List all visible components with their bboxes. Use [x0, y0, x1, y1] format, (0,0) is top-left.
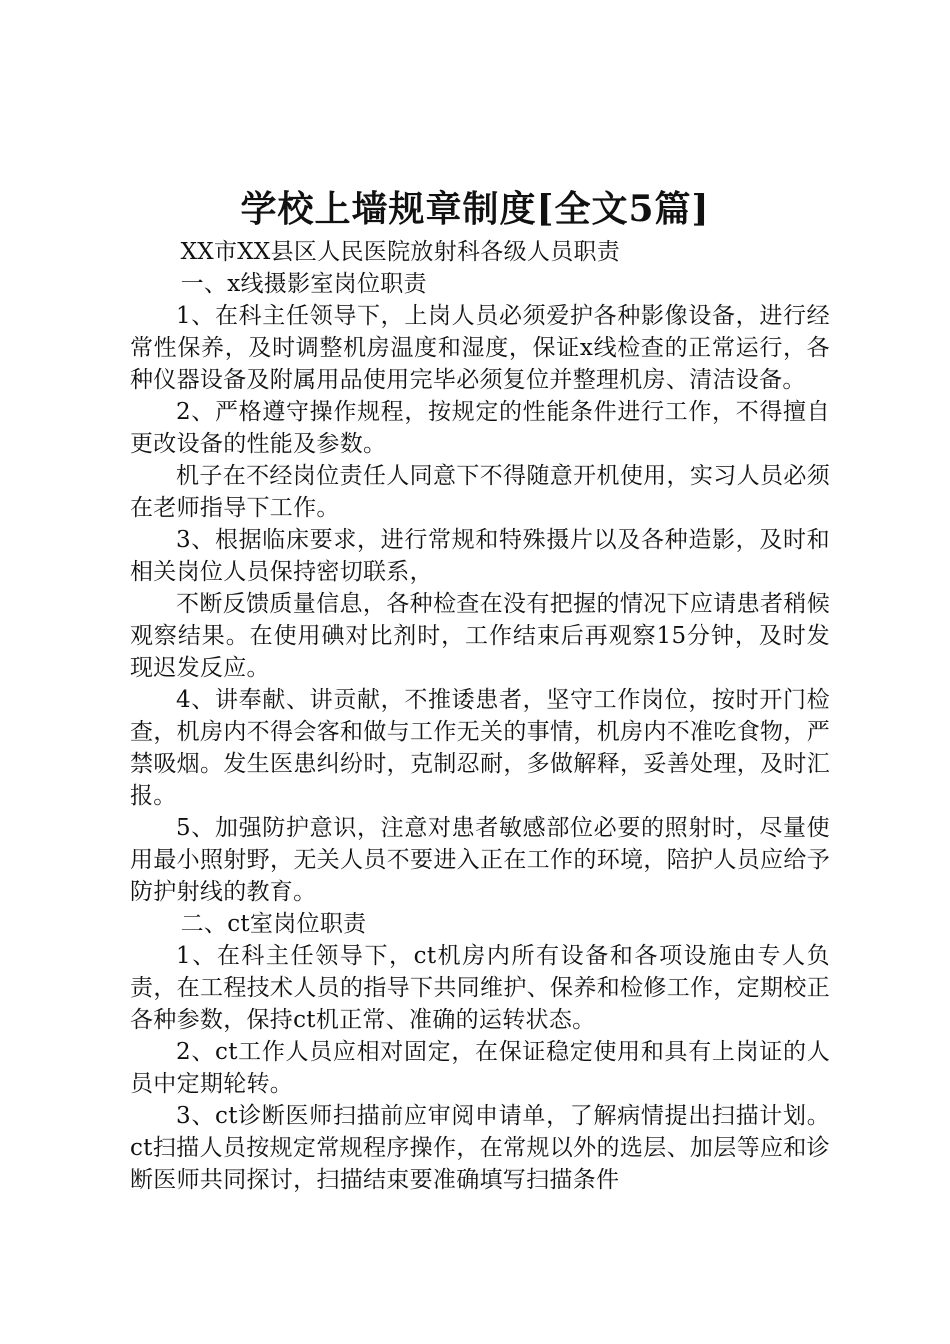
- paragraph-ct-2: 2、ct工作人员应相对固定，在保证稳定使用和具有上岗证的人员中定期轮转。: [130, 1039, 830, 1097]
- document-title: 学校上墙规章制度[全文5篇]: [240, 188, 710, 230]
- section-heading-xray: 一、x线摄影室岗位职责: [180, 271, 427, 297]
- paragraph-xray-machine: 机子在不经岗位责任人同意下不得随意开机使用，实习人员必须在老师指导下工作。: [130, 463, 830, 521]
- paragraph-xray-feedback: 不断反馈质量信息，各种检查在没有把握的情况下应请患者稍候观察结果。在使用碘对比剂时，工作结束后再观察15分钟，及时发现迟发反应。: [130, 591, 830, 681]
- paragraph-hospital-heading: XX市XX县区人民医院放射科各级人员职责: [180, 239, 621, 265]
- document-body: [130, 236, 830, 1196]
- paragraph-xray-4: 4、讲奉献、讲贡献，不推诿患者，坚守工作岗位，按时开门检查，机房内不得会客和做与工作无关的事情，机房内不准吃食物，严禁吸烟。发生医患纠纷时，克制忍耐，多做解释，妥善处理，及时汇报。: [130, 687, 830, 809]
- paragraph-ct-3: 3、ct诊断医师扫描前应审阅申请单，了解病情提出扫描计划。ct扫描人员按规定常规程序操作，在常规以外的选层、加层等应和诊断医师共同探讨，扫描结束要准确填写扫描条件: [130, 1103, 830, 1193]
- section-heading-ct: 二、ct室岗位职责: [180, 911, 367, 937]
- paragraph-xray-2: 2、严格遵守操作规程，按规定的性能条件进行工作，不得擅自更改设备的性能及参数。: [130, 399, 830, 457]
- paragraph-xray-1: 1、在科主任领导下，上岗人员必须爱护各种影像设备，进行经常性保养，及时调整机房温度和湿度，保证x线检查的正常运行，各种仪器设备及附属用品使用完毕必须复位并整理机房、清洁设备。: [130, 303, 830, 393]
- paragraph-xray-3: 3、根据临床要求，进行常规和特殊摄片以及各种造影，及时和相关岗位人员保持密切联系，: [130, 527, 830, 585]
- paragraph-xray-5: 5、加强防护意识，注意对患者敏感部位必要的照射时，尽量使用最小照射野，无关人员不要进入正在工作的环境，陪护人员应给予防护射线的教育。: [130, 815, 830, 905]
- paragraph-ct-1: 1、在科主任领导下，ct机房内所有设备和各项设施由专人负责，在工程技术人员的指导下共同维护、保养和检修工作，定期校正各种参数，保持ct机正常、准确的运转状态。: [130, 943, 830, 1033]
